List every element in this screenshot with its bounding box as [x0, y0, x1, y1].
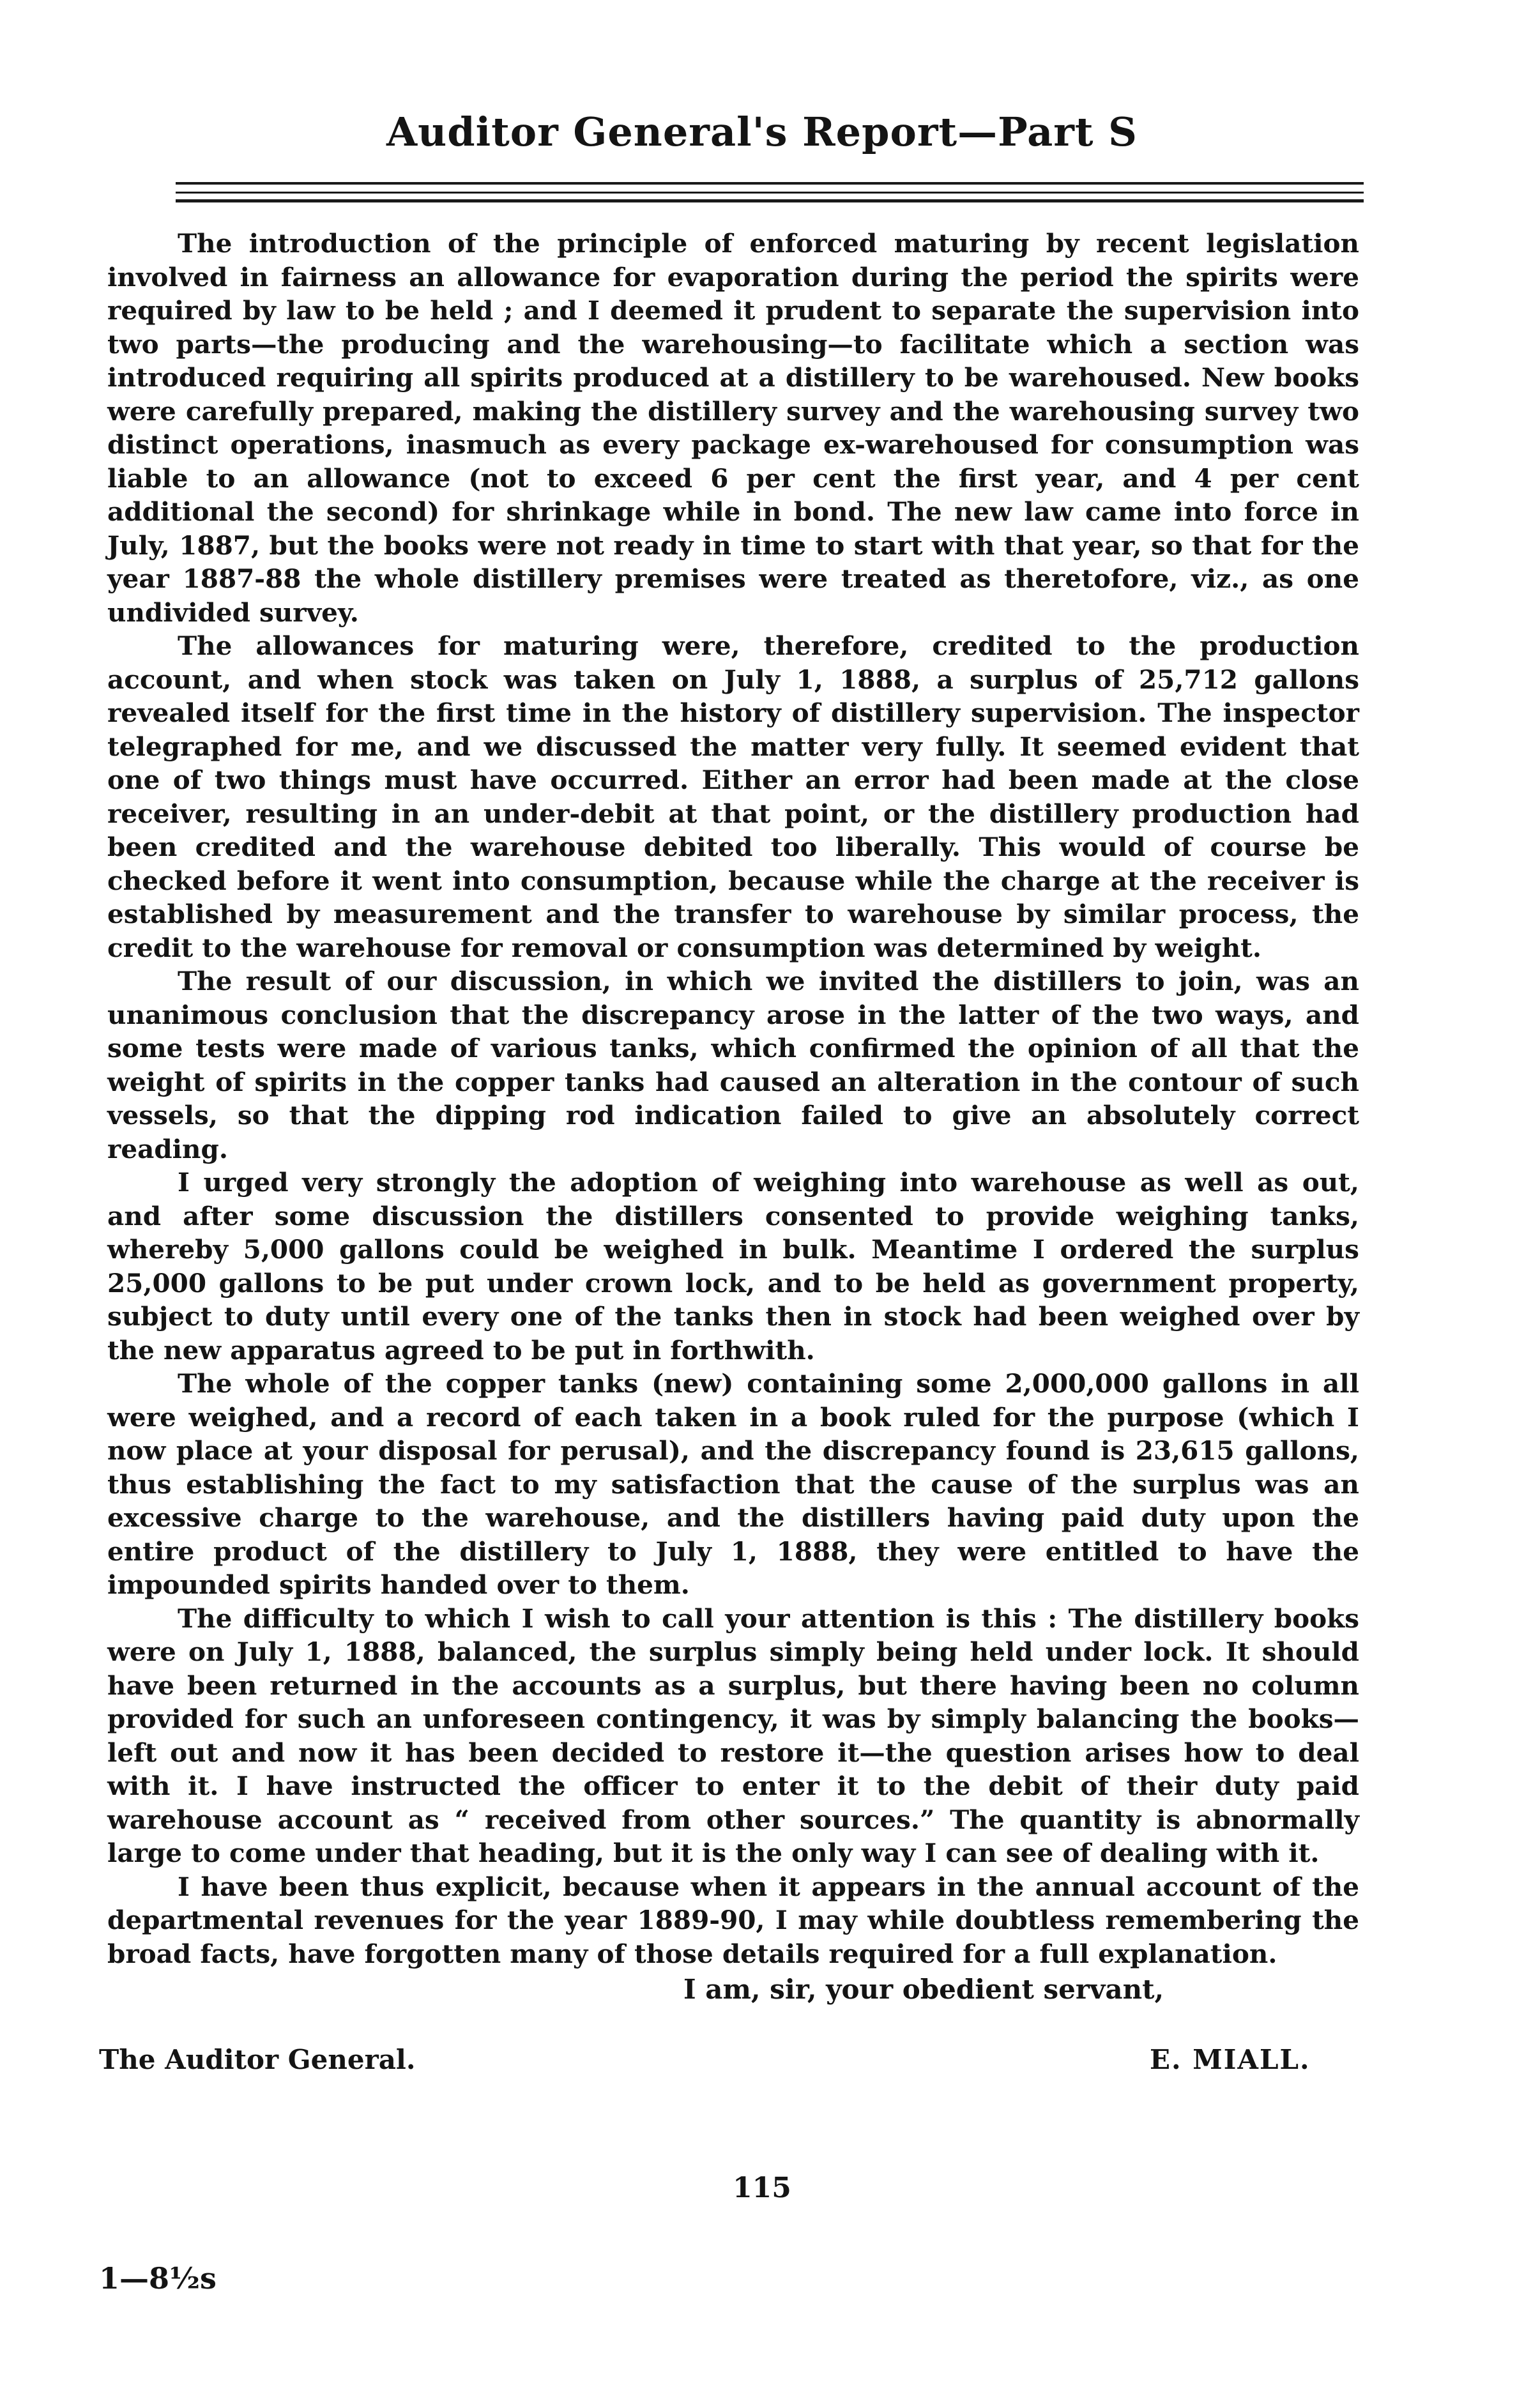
page-number: 115 — [733, 2172, 791, 2204]
header-rule-middle — [176, 192, 1364, 194]
paragraph: The allowances for maturing were, therefore, credited to the production account, and when stock was taken on July 1, 1888, a surplus of 25,712 gallons revealed itself for the first time in the history of distillery supervision. The inspector telegraphed for me, and we discussed the matter very fully. It seemed evident that one of two things must have occurred. Either an error had been made at the close receiver, resulting in an under-debit at that point, or the distillery production had been credited and the warehouse debited too liberally. This would of course be checked before it went into consumption, because while the charge at the receiver is established by measurement and the transfer to warehouse by similar process, the credit to the warehouse for removal or consumption was determined by weight. — [107, 630, 1359, 963]
paragraph: The whole of the copper tanks (new) containing some 2,000,000 gallons in all were weighed, and a record of each taken in a book ruled for the purpose (which I now place at your disposal for perusal), and the discrepancy found is 23,615 gallons, thus establishing the fact to my satisfaction that the cause of the surplus was an excessive charge to the warehouse, and the distillers having paid duty upon the entire product of the distillery to July 1, 1888, they were entitled to have the impounded spirits handed over to them. — [107, 1368, 1359, 1600]
printer-signature-mark: 1—8½s — [99, 2261, 217, 2296]
letter-addressee: The Auditor General. — [99, 2044, 416, 2075]
paragraph: I urged very strongly the adoption of weighing into warehouse as well as out, and after some discussion the distillers consented to provide weighing tanks, whereby 5,000 gallons could be weighed in bulk. Meantime I ordered the surplus 25,000 gallons to be put under crown lock, and to be held as government property, subject to duty until every one of the tanks then in stock had been weighed over by the new apparatus agreed to be put in forthwith. — [107, 1167, 1359, 1366]
letter-signature: E. MIALL. — [1150, 2044, 1311, 2075]
page-header-title: Auditor General's Report—Part S — [386, 109, 1138, 155]
paragraph: The result of our discussion, in which we invited the distillers to join, was an unanimous conclusion that the discrepancy arose in the latter of the two ways, and some tests were made of various tanks, which confirmed the opinion of all that the weight of spirits in the copper tanks had caused an alteration in the contour of such vessels, so that the dipping rod indication failed to give an absolutely correct reading. — [107, 966, 1359, 1164]
header-rule-top — [176, 182, 1364, 185]
header-rule-bottom — [176, 199, 1364, 202]
letter-closing: I am, sir, your obedient servant, — [683, 1974, 1164, 2005]
paragraph: The difficulty to which I wish to call your attention is this : The distillery books were on July 1, 1888, balanced, the surplus simply being held under lock. It should have been returned in the accounts as a surplus, but there having been no column provided for such an unforeseen contingency, it was by simply balancing the books—left out and now it has been decided to restore it—the question arises how to deal with it. I have instructed the officer to enter it to the debit of their duty paid warehouse account as “ received from other sources.” The quantity is abnormally large to come under that heading, but it is the only way I can see of dealing with it. — [107, 1603, 1359, 1868]
paragraph: I have been thus explicit, because when it appears in the annual account of the departmental revenues for the year 1889-90, I may while doubtless remembering the broad facts, have forgotten many of those details required for a full explanation. — [107, 1871, 1359, 1969]
letter-body — [107, 227, 1359, 1970]
paragraph: The introduction of the principle of enforced maturing by recent legislation involved in fairness an allowance for evaporation during the period the spirits were required by law to be held ; and I deemed it prudent to separate the supervision into two parts—the producing and the warehousing—to facilitate which a section was introduced requiring all spirits produced at a distillery to be warehoused. New books were carefully prepared, making the distillery survey and the warehousing survey two distinct operations, inasmuch as every package ex-warehoused for consumption was liable to an allowance (not to exceed 6 per cent the first year, and 4 per cent additional the second) for shrinkage while in bond. The new law came into force in July, 1887, but the books were not ready in time to start with that year, so that for the year 1887-88 the whole distillery premises were treated as theretofore, viz., as one undivided survey. — [107, 228, 1359, 628]
